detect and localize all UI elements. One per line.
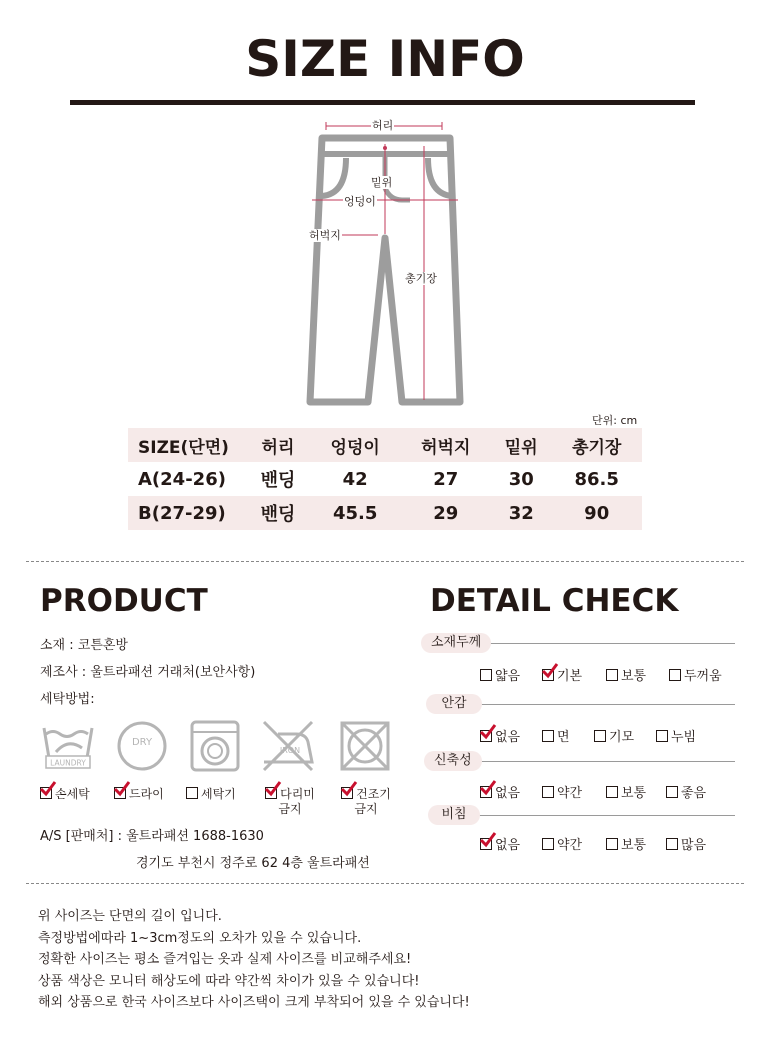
page-title: SIZE INFO — [245, 30, 525, 88]
as-info: A/S [판매처] : 울트라패션 1688-1630 — [40, 829, 264, 844]
checkmark-icon — [39, 780, 57, 798]
label-hip: 엉덩이 — [344, 195, 376, 208]
table-cell: 27 — [433, 468, 459, 490]
washing-machine-icon — [187, 718, 243, 774]
checkbox-icon — [542, 669, 554, 681]
category-rule — [440, 815, 735, 816]
note-line: 해외 상품으로 한국 사이즈보다 사이즈택이 크게 부착되어 있을 수 있습니다! — [38, 995, 470, 1010]
washing-label: 세탁방법: — [40, 692, 95, 707]
option-normal: 보통 — [606, 782, 646, 801]
header-cell: 엉덩이 — [330, 437, 380, 458]
product-heading: PRODUCT — [40, 583, 208, 619]
hand-wash-icon — [40, 718, 96, 774]
checkbox-icon — [606, 786, 618, 798]
table-cell: 86.5 — [574, 468, 619, 490]
header-cell: SIZE(단면) — [138, 437, 229, 458]
category-thickness: 소재두께 — [421, 633, 491, 653]
checkbox-icon — [656, 730, 668, 742]
checkbox-icon — [606, 669, 618, 681]
checkbox-icon — [341, 787, 353, 799]
table-cell: 밴딩 — [260, 470, 296, 491]
table-cell: 밴딩 — [260, 504, 296, 525]
category-stretch: 신축성 — [424, 751, 482, 771]
section-divider — [26, 883, 744, 884]
size-table-header — [128, 428, 642, 462]
checkbox-icon — [40, 787, 52, 799]
option-much: 많음 — [666, 834, 706, 853]
iron-text: IRON — [279, 746, 301, 755]
category-lining: 안감 — [426, 694, 482, 714]
checkbox-icon — [666, 786, 678, 798]
checkbox-icon — [480, 786, 492, 798]
notes — [38, 906, 470, 1014]
no-dryer-icon — [337, 718, 393, 774]
label-rise: 밑위 — [371, 176, 393, 189]
table-cell: 29 — [433, 502, 459, 524]
table-row — [128, 462, 642, 496]
maker-text: 제조사 : 울트라패션 거래처(보안사항) — [40, 665, 256, 680]
checkbox-icon — [606, 838, 618, 850]
laundry-text: LAUNDRY — [50, 758, 86, 768]
checkbox-icon — [542, 838, 554, 850]
table-cell: B(27-29) — [138, 502, 226, 524]
note-line: 정확한 사이즈는 평소 즐겨입는 옷과 실제 사이즈를 비교해주세요! — [38, 952, 412, 967]
option-cotton: 면 — [542, 726, 570, 745]
category-rule — [440, 761, 735, 762]
option-slight: 약간 — [542, 782, 582, 801]
category-sheerness: 비침 — [428, 805, 480, 825]
checkmark-icon — [479, 831, 497, 849]
checkbox-icon — [265, 787, 277, 799]
note-line: 측정방법에따라 1~3cm정도의 오차가 있을 수 있습니다. — [38, 930, 362, 946]
checkmark-icon — [479, 723, 497, 741]
care-dry-clean: 드라이 — [114, 787, 174, 802]
care-hand-wash: 손세탁 — [40, 787, 100, 802]
unit-label: 단위: cm — [592, 414, 638, 427]
checkbox-icon — [542, 786, 554, 798]
option-thick: 두꺼움 — [669, 665, 722, 684]
checkbox-icon — [542, 730, 554, 742]
label-waist: 허리 — [372, 119, 394, 132]
dry-clean-icon — [114, 718, 170, 774]
option-normal: 보통 — [606, 665, 646, 684]
checkbox-icon — [114, 787, 126, 799]
header-cell: 총기장 — [572, 437, 622, 458]
address-text: 경기도 부천시 정주로 62 4층 울트라패션 — [136, 856, 370, 871]
note-line: 위 사이즈는 단면의 길이 입니다. — [38, 909, 222, 924]
category-rule — [440, 704, 735, 705]
pants-outline — [300, 118, 470, 408]
table-row — [128, 496, 642, 530]
care-no-iron: 다리미 금지 — [260, 787, 320, 817]
checkmark-icon — [340, 780, 358, 798]
table-cell: 90 — [584, 502, 610, 524]
no-iron-icon — [260, 718, 316, 774]
size-table — [128, 428, 642, 530]
option-quilted: 누빔 — [656, 726, 696, 745]
label-thigh: 허벅지 — [309, 229, 341, 242]
checkbox-icon — [480, 838, 492, 850]
option-good: 좋음 — [666, 782, 706, 801]
option-slight: 약간 — [542, 834, 582, 853]
table-cell: 32 — [508, 502, 534, 524]
option-thin: 얇음 — [480, 665, 520, 684]
checkbox-icon — [669, 669, 681, 681]
table-cell: 45.5 — [332, 502, 378, 524]
header-cell: 밑위 — [504, 437, 538, 458]
option-none: 없음 — [480, 782, 520, 801]
option-none: 없음 — [480, 726, 520, 745]
table-cell: 30 — [508, 468, 534, 490]
checkbox-icon — [594, 730, 606, 742]
option-normal: 보통 — [606, 834, 646, 853]
detail-check-heading: DETAIL CHECK — [430, 583, 679, 619]
option-basic: 기본 — [542, 665, 582, 684]
title-underline — [70, 100, 695, 105]
checkbox-icon — [480, 730, 492, 742]
table-cell: A(24-26) — [138, 468, 226, 490]
header-cell: 허리 — [261, 437, 295, 458]
pants-diagram — [300, 118, 470, 408]
option-none: 없음 — [480, 834, 520, 853]
checkmark-icon — [264, 780, 282, 798]
header-cell: 허벅지 — [421, 437, 471, 458]
note-line: 상품 색상은 모니터 해상도에 따라 약간씩 차이가 있을 수 있습니다! — [38, 973, 420, 989]
dry-text: DRY — [131, 737, 153, 748]
checkmark-icon — [541, 662, 559, 680]
material-text: 소재 : 코튼혼방 — [40, 638, 128, 653]
section-divider — [26, 561, 744, 562]
care-no-dryer: 건조기 금지 — [336, 787, 396, 817]
checkbox-icon — [186, 787, 198, 799]
checkbox-icon — [666, 838, 678, 850]
checkbox-icon — [480, 669, 492, 681]
label-total-length: 총기장 — [405, 272, 437, 285]
table-cell: 42 — [342, 468, 368, 490]
care-machine-wash: 세탁기 — [186, 787, 248, 802]
option-fleece: 기모 — [594, 726, 634, 745]
checkmark-icon — [113, 780, 131, 798]
checkmark-icon — [479, 779, 497, 797]
